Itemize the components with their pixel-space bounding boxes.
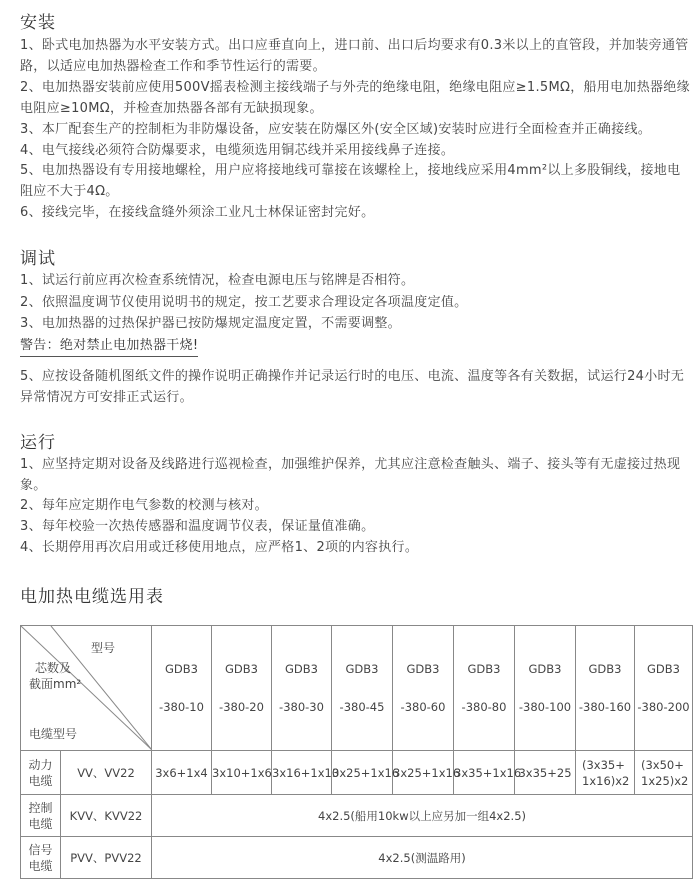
model-header-5: [393, 626, 454, 751]
model-suffix: -380-100: [518, 700, 572, 714]
run-item-1: 1、应坚持定期对设备及线路进行巡视检查，加强维护保养，尤其应注意检查触头、端子、接头等有无虚接过热现象。: [20, 457, 681, 493]
header-model-label: 型号: [91, 641, 116, 655]
power-value: 3x6+1x4: [152, 751, 212, 795]
model-header-6: [454, 626, 515, 751]
cable-selection-table: [20, 625, 693, 879]
model-suffix: -380-200: [637, 700, 690, 714]
model-suffix: -380-20: [219, 700, 264, 714]
signal-cable-label: 信号 电缆: [21, 837, 61, 879]
model-header-4: [332, 626, 393, 751]
model-header-3: [272, 626, 332, 751]
debug-item-2: 2、依照温度调节仪使用说明书的规定，按工艺要求合理设定各项温度定值。: [20, 295, 468, 310]
power-value: 3x16+1x10: [272, 751, 332, 795]
run-item-4: 4、长期停用再次启用或迁移使用地点，应严格1、2项的内容执行。: [20, 540, 419, 555]
install-item-5: 5、电加热器设有专用接地螺栓，用户应将接地线可靠接在该螺栓上，接地线应采用4mm²以上多股铜线，接地电阻应不大于4Ω。: [20, 163, 681, 199]
install-item-1: 1、卧式电加热器为水平安装方式。出口应垂直向上，进口前、出口后均要求有0.3米以上的直管段，并加装旁通管路，以适应电加热器检查工作和季节性运行的需要。: [20, 38, 689, 74]
model-prefix: GDB3: [345, 662, 379, 676]
power-value: 3x25+1x16: [393, 751, 454, 795]
debug-item-3: 3、电加热器的过热保护器已按防爆规定温度定置，不需要调整。: [20, 316, 401, 331]
diagonal-header-cell: [21, 626, 152, 751]
model-prefix: GDB3: [467, 662, 501, 676]
model-suffix: -380-30: [279, 700, 324, 714]
model-suffix: -380-160: [578, 700, 632, 714]
run-item-2: 2、每年应定期作电气参数的校测与核对。: [20, 498, 268, 513]
power-cable-type: VV、VV22: [61, 751, 152, 795]
control-cable-type: KVV、KVV22: [61, 795, 152, 837]
model-prefix: GDB3: [528, 662, 562, 676]
model-prefix: GDB3: [165, 662, 198, 676]
model-prefix: GDB3: [285, 662, 318, 676]
install-item-6: 6、接线完毕，在接线盒缝外须涂工业凡士林保证密封完好。: [20, 205, 375, 220]
model-prefix: GDB3: [647, 662, 680, 676]
table-title: 电加热电缆选用表: [20, 587, 164, 607]
run-title: 运行: [20, 433, 56, 453]
header-section-label: 截面mm²: [29, 677, 82, 691]
power-value: (3x35+ 1x16)x2: [576, 751, 635, 795]
power-cable-label: 动力 电缆: [21, 751, 61, 795]
install-item-2: 2、电加热器安装前应使用500V摇表检测主接线端子与外壳的绝缘电阻，绝缘电阻应≥1.5MΩ，船用电加热器绝缘电阻应≥10MΩ，并检查加热器各部有无缺损现象。: [20, 80, 690, 116]
debug-item-5: 5、应按设备随机图纸文件的操作说明正确操作并记录运行时的电压、电流、温度等各有关数据，试运行24小时无异常情况方可安排正式运行。: [20, 369, 685, 405]
warning-text: 警告：绝对禁止电加热器干烧!: [20, 337, 198, 357]
model-prefix: GDB3: [225, 662, 258, 676]
debug-title: 调试: [20, 249, 56, 269]
power-value: (3x50+ 1x25)x2: [635, 751, 693, 795]
signal-cable-type: PVV、PVV22: [61, 837, 152, 879]
model-suffix: -380-10: [159, 700, 204, 714]
power-value: 3x25+1x16: [332, 751, 393, 795]
header-cores-label: 芯数及: [35, 661, 72, 675]
model-header-2: [212, 626, 272, 751]
model-suffix: -380-60: [400, 700, 446, 714]
model-header-7: [515, 626, 576, 751]
run-item-3: 3、每年校验一次热传感器和温度调节仪表，保证量值准确。: [20, 519, 375, 534]
model-prefix: GDB3: [406, 662, 440, 676]
model-suffix: -380-45: [339, 700, 385, 714]
power-value: 3x35+25: [515, 751, 576, 795]
header-cable-type-label: 电缆型号: [29, 727, 78, 741]
model-suffix: -380-80: [461, 700, 507, 714]
control-cable-value: 4x2.5(船用10kw以上应另加一组4x2.5): [152, 795, 693, 837]
install-item-3: 3、本厂配套生产的控制柜为非防爆设备，应安装在防爆区外(安全区域)安装时应进行全面检查并正确接线。: [20, 122, 652, 137]
model-prefix: GDB3: [588, 662, 622, 676]
power-value: 3x10+1x6: [212, 751, 272, 795]
signal-cable-value: 4x2.5(测温路用): [152, 837, 693, 879]
power-value: 3x35+1x16: [454, 751, 515, 795]
model-header-1: [152, 626, 212, 751]
install-item-4: 4、电气接线必须符合防爆要求，电缆须选用铜芯线并采用接线鼻子连接。: [20, 143, 455, 158]
model-header-8: [576, 626, 635, 751]
control-cable-label: 控制 电缆: [21, 795, 61, 837]
install-title: 安装: [20, 13, 56, 33]
model-header-9: [635, 626, 693, 751]
debug-item-1: 1、试运行前应再次检查系统情况，检查电源电压与铭牌是否相符。: [20, 273, 415, 288]
